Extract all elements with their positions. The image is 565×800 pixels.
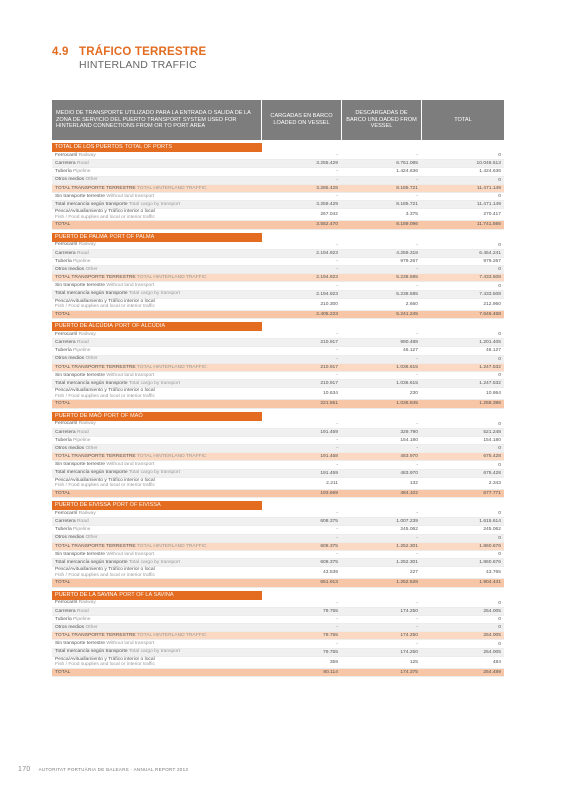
unloaded-value: 3.375 <box>405 212 418 218</box>
row-label: TOTAL <box>55 669 71 675</box>
ports-container <box>52 143 504 677</box>
section-number: 4.9 <box>52 46 69 58</box>
total-value: 0 <box>498 242 501 248</box>
loaded-value: 210.300 <box>320 301 338 307</box>
table-row <box>52 356 504 364</box>
port-title: TOTAL DE LOS PUERTOS TOTAL OF PORTS <box>52 143 262 152</box>
table-row <box>52 372 504 380</box>
unloaded-value: 979.267 <box>400 258 418 264</box>
unloaded-value: 484.102 <box>400 490 418 496</box>
row-label: Ferrocarril Railway <box>55 331 96 337</box>
row-label: Carretera Road <box>55 250 89 256</box>
total-value: 1.615.614 <box>479 519 501 525</box>
row-label: Ferrocarril Railway <box>55 152 96 158</box>
row-label: Otros medios Other <box>55 445 98 451</box>
total-value: 1.860.676 <box>479 543 501 549</box>
total-value: 212.960 <box>483 301 501 307</box>
row-label: Otros medios Other <box>55 624 98 630</box>
row-label: Tubería Pipeline <box>55 527 91 533</box>
loaded-value: - <box>336 348 338 354</box>
total-value: 254.005 <box>483 649 501 655</box>
unloaded-value: 5.241.245 <box>396 311 418 317</box>
port-section <box>52 143 504 230</box>
table-row <box>52 470 504 478</box>
table-header <box>52 100 504 140</box>
loaded-value: 3.285.428 <box>316 185 338 191</box>
total-value: 254.005 <box>483 633 501 639</box>
row-label: Sin transporte terrestre Without land transport <box>55 193 155 199</box>
total-value: 10.864 <box>486 391 501 397</box>
loaded-value: - <box>336 641 338 647</box>
row-label: Ferrocarril Railway <box>55 421 96 427</box>
total-value: 1.258.396 <box>479 401 501 407</box>
table-row <box>52 400 504 408</box>
loaded-value: 191.459 <box>320 429 338 435</box>
total-value: 0 <box>498 153 501 159</box>
port-section <box>52 591 504 678</box>
total-value: 0 <box>498 462 501 468</box>
row-label: Pesca/Avituallamiento y Tráfico interior o local Fish / Food supplies and local or interior traffic <box>55 388 155 399</box>
row-label: Carretera Road <box>55 340 89 346</box>
loaded-value: 210.917 <box>320 381 338 387</box>
loaded-value: 2.194.923 <box>316 275 338 281</box>
table-row <box>52 478 504 490</box>
table-row <box>52 429 504 437</box>
row-label: Otros medios Other <box>55 266 98 272</box>
loaded-value: - <box>336 535 338 541</box>
port-section <box>52 233 504 320</box>
total-value: 484 <box>492 659 501 665</box>
table-row <box>52 339 504 347</box>
unloaded-value: 5.238.585 <box>396 291 418 297</box>
unloaded-value: 483.970 <box>400 454 418 460</box>
table-row <box>52 347 504 355</box>
total-value: 0 <box>498 267 501 273</box>
unloaded-value: 132 <box>409 480 418 486</box>
row-label: Carretera Road <box>55 161 89 167</box>
total-value: 675.428 <box>483 454 501 460</box>
loaded-value: - <box>336 527 338 533</box>
loaded-value: - <box>336 462 338 468</box>
header-unloaded: DESCARGADAS DE BARCO UNLOADED FROM VESSEL <box>342 100 422 140</box>
table-row <box>52 185 504 193</box>
total-value: 0 <box>498 535 501 541</box>
total-value: 0 <box>498 177 501 183</box>
table-row <box>52 600 504 608</box>
loaded-value: 359 <box>329 659 338 665</box>
table-row <box>52 608 504 616</box>
table-row <box>52 291 504 299</box>
table-row <box>52 152 504 160</box>
loaded-value: - <box>336 267 338 273</box>
section-heading <box>52 46 206 71</box>
unloaded-value: - <box>416 242 418 248</box>
table-row <box>52 437 504 445</box>
table-row <box>52 445 504 453</box>
unloaded-value: 6.761.085 <box>396 161 418 167</box>
loaded-value: - <box>336 600 338 606</box>
row-label: Otros medios Other <box>55 535 98 541</box>
unloaded-value: 174.250 <box>400 608 418 614</box>
unloaded-value: 1.036.615 <box>396 381 418 387</box>
total-value: 11.471.149 <box>476 185 501 191</box>
total-value: 677.771 <box>483 490 501 496</box>
total-value: 1.201.405 <box>479 340 501 346</box>
row-label: Total mercancía según transporte Total cargo by transport <box>55 291 180 297</box>
table-row <box>52 160 504 168</box>
row-label: TOTAL TRANSPORTE TERRESTRE TOTAL HINTERLAND TRAFFIC <box>55 185 207 191</box>
row-label: Ferrocarril Railway <box>55 510 96 516</box>
loaded-value: - <box>336 446 338 452</box>
table-row <box>52 168 504 176</box>
row-label: Otros medios Other <box>55 177 98 183</box>
row-label: Sin transporte terrestre Without land transport <box>55 641 155 647</box>
table-row <box>52 632 504 640</box>
loaded-value: 191.459 <box>320 470 338 476</box>
table-row <box>52 250 504 258</box>
unloaded-value: 1.007.239 <box>396 519 418 525</box>
loaded-value: 79.755 <box>323 608 338 614</box>
row-label: Tubería Pipeline <box>55 616 91 622</box>
table-row <box>52 461 504 469</box>
unloaded-value: 5.238.585 <box>396 275 418 281</box>
loaded-value: 193.669 <box>320 490 338 496</box>
table-row <box>52 258 504 266</box>
port-title: PUERTO DE PALMA PORT OF PALMA <box>52 233 262 242</box>
row-label: Pesca/Avituallamiento y Tráfico interior o local Fish / Food supplies and local or interior traffic <box>55 209 155 220</box>
row-label: Sin transporte terrestre Without land transport <box>55 462 155 468</box>
unloaded-value: - <box>416 194 418 200</box>
unloaded-value: - <box>416 373 418 379</box>
total-value: 0 <box>498 446 501 452</box>
loaded-value: - <box>336 194 338 200</box>
total-value: 254.489 <box>483 669 501 675</box>
total-value: 245.062 <box>483 527 501 533</box>
row-label: Carretera Road <box>55 519 89 525</box>
loaded-value: - <box>336 616 338 622</box>
row-label: Carretera Road <box>55 608 89 614</box>
row-label: TOTAL <box>55 490 71 496</box>
row-label: Total mercancía según transporte Total cargo by transport <box>55 380 180 386</box>
port-title: PUERTO DE ALCÚDIA PORT OF ALCÚDIA <box>52 322 262 331</box>
header-transport-system: MEDIO DE TRANSPORTE UTILIZADO PARA LA ENTRADA O SALIDA DE LA ZONA DE SERVICIO DEL PUERTO TRANSPORT SYSTEM USED FOR HINTERLAND CONNECTIONS FROM OR TO PORT AREA <box>52 100 262 140</box>
total-value: 0 <box>498 194 501 200</box>
port-section <box>52 322 504 409</box>
table-row <box>52 543 504 551</box>
table-row <box>52 364 504 372</box>
total-value: 1.424.636 <box>479 169 501 175</box>
row-label: Total mercancía según transporte Total cargo by transport <box>55 649 180 655</box>
row-label: Pesca/Avituallamiento y Tráfico interior o local Fish / Food supplies and local or interior traffic <box>55 298 155 310</box>
loaded-value: 2.405.223 <box>316 311 338 317</box>
row-label: Tubería Pipeline <box>55 348 91 354</box>
row-label: Otros medios Other <box>55 356 98 362</box>
table-row <box>52 453 504 461</box>
loaded-value: 210.917 <box>320 340 338 346</box>
loaded-value: - <box>336 153 338 159</box>
total-value: 1.247.532 <box>479 364 501 370</box>
unloaded-value: 1.036.845 <box>396 401 418 407</box>
table-row <box>52 567 504 579</box>
unloaded-value: 46.127 <box>403 348 418 354</box>
loaded-value: - <box>336 373 338 379</box>
hinterland-traffic-table <box>52 100 504 677</box>
row-label: Total mercancía según transporte Total cargo by transport <box>55 559 180 565</box>
unloaded-value: - <box>416 267 418 273</box>
footer-text: AUTORITAT PORTUÀRIA DE BALEARS · ANNUAL REPORT 2013 <box>38 767 189 772</box>
table-row <box>52 388 504 400</box>
row-label: TOTAL <box>55 311 71 317</box>
row-label: TOTAL <box>55 580 71 586</box>
total-value: 0 <box>498 356 501 362</box>
table-row <box>52 299 504 311</box>
total-value: 1.904.441 <box>479 580 501 586</box>
unloaded-value: - <box>416 462 418 468</box>
table-row <box>52 209 504 221</box>
row-label: Pesca/Avituallamiento y Tráfico interior o local Fish / Food supplies and local or interior traffic <box>55 477 155 489</box>
unloaded-value: 1.036.615 <box>396 364 418 370</box>
total-value: 1.247.532 <box>479 381 501 387</box>
page-footer <box>18 766 188 773</box>
total-value: 0 <box>498 552 501 558</box>
row-label: Carretera Road <box>55 429 89 435</box>
loaded-value: - <box>336 169 338 175</box>
total-value: 10.046.513 <box>476 161 501 167</box>
unloaded-value: - <box>416 332 418 338</box>
row-label: Tubería Pipeline <box>55 437 91 443</box>
row-label: Sin transporte terrestre Without land transport <box>55 372 155 378</box>
unloaded-value: 154.180 <box>400 437 418 443</box>
loaded-value: - <box>336 177 338 183</box>
row-label: Tubería Pipeline <box>55 169 91 175</box>
table-row <box>52 282 504 290</box>
unloaded-value: - <box>416 446 418 452</box>
total-value: 979.267 <box>483 258 501 264</box>
unloaded-value: 1.252.528 <box>396 580 418 586</box>
row-label: Total mercancía según transporte Total cargo by transport <box>55 201 180 207</box>
unloaded-value: 8.185.721 <box>396 185 418 191</box>
unloaded-value: - <box>416 511 418 517</box>
table-row <box>52 551 504 559</box>
unloaded-value: - <box>416 153 418 159</box>
table-row <box>52 274 504 282</box>
loaded-value: 608.375 <box>320 519 338 525</box>
total-value: 0 <box>498 511 501 517</box>
total-value: 0 <box>498 421 501 427</box>
header-loaded: CARGADAS EN BARCO LOADED ON VESSEL <box>262 100 342 140</box>
unloaded-value: - <box>416 421 418 427</box>
loaded-value: 79.755 <box>323 649 338 655</box>
table-row <box>52 311 504 319</box>
row-label: Pesca/Avituallamiento y Tráfico interior o local Fish / Food supplies and local or interior traffic <box>55 656 155 668</box>
table-row <box>52 177 504 185</box>
loaded-value: 80.114 <box>323 669 338 675</box>
unloaded-value: 230 <box>409 391 418 397</box>
total-value: 2.343 <box>488 480 501 486</box>
port-title: PUERTO DE MAÓ PORT OF MAÓ <box>52 412 262 421</box>
loaded-value: 3.552.470 <box>316 222 338 228</box>
loaded-value: - <box>336 356 338 362</box>
table-row <box>52 266 504 274</box>
table-row <box>52 669 504 677</box>
row-label: Ferrocarril Railway <box>55 242 96 248</box>
total-value: 6.454.241 <box>479 250 501 256</box>
unloaded-value: 174.250 <box>400 633 418 639</box>
loaded-value: - <box>336 552 338 558</box>
loaded-value: 43.539 <box>323 570 338 576</box>
table-row <box>52 616 504 624</box>
row-label: TOTAL TRANSPORTE TERRESTRE TOTAL HINTERLAND TRAFFIC <box>55 275 207 281</box>
table-row <box>52 421 504 429</box>
loaded-value: - <box>336 332 338 338</box>
total-value: 0 <box>498 600 501 606</box>
row-label: TOTAL TRANSPORTE TERRESTRE TOTAL HINTERLAND TRAFFIC <box>55 364 207 370</box>
table-row <box>52 518 504 526</box>
unloaded-value: - <box>416 356 418 362</box>
loaded-value: 2.194.923 <box>316 250 338 256</box>
loaded-value: 191.458 <box>320 454 338 460</box>
loaded-value: - <box>336 283 338 289</box>
row-label: TOTAL <box>55 401 71 407</box>
page-number: 170 <box>18 766 31 773</box>
loaded-value: 2.194.923 <box>316 291 338 297</box>
unloaded-value: 1.252.301 <box>396 543 418 549</box>
total-value: 0 <box>498 373 501 379</box>
total-value: 11.741.566 <box>476 222 501 228</box>
unloaded-value: 8.189.096 <box>396 222 418 228</box>
total-value: 11.471.149 <box>476 202 501 208</box>
table-row <box>52 535 504 543</box>
unloaded-value: 2.660 <box>405 301 418 307</box>
unloaded-value: 1.424.636 <box>396 169 418 175</box>
row-label: Tubería Pipeline <box>55 258 91 264</box>
loaded-value: 2.211 <box>326 480 338 486</box>
unloaded-value: 245.062 <box>400 527 418 533</box>
unloaded-value: - <box>416 616 418 622</box>
loaded-value: 3.255.429 <box>316 161 338 167</box>
loaded-value: 608.375 <box>320 543 338 549</box>
row-label: Pesca/Avituallamiento y Tráfico interior o local Fish / Food supplies and local or interior traffic <box>55 567 155 578</box>
table-row <box>52 490 504 498</box>
unloaded-value: - <box>416 283 418 289</box>
unloaded-value: 174.375 <box>400 669 418 675</box>
unloaded-value: 227 <box>409 570 418 576</box>
unloaded-value: 483.970 <box>400 470 418 476</box>
unloaded-value: - <box>416 625 418 631</box>
total-value: 0 <box>498 283 501 289</box>
total-value: 521.248 <box>483 429 501 435</box>
unloaded-value: 8.185.721 <box>396 202 418 208</box>
table-row <box>52 221 504 229</box>
unloaded-value: 329.790 <box>400 429 418 435</box>
unloaded-value: 125 <box>409 659 418 665</box>
total-value: 46.127 <box>486 348 501 354</box>
loaded-value: 267.042 <box>320 212 338 218</box>
table-row <box>52 242 504 250</box>
port-title: PUERTO DE LA SAVINA PORT OF LA SAVINA <box>52 591 262 600</box>
loaded-value: 3.259.429 <box>316 202 338 208</box>
total-value: 1.860.676 <box>479 560 501 566</box>
total-value: 0 <box>498 332 501 338</box>
total-value: 43.765 <box>486 570 501 576</box>
section-title-en: HINTERLAND TRAFFIC <box>79 59 197 71</box>
port-section <box>52 412 504 499</box>
total-value: 7.646.468 <box>479 311 501 317</box>
loaded-value: - <box>336 242 338 248</box>
row-label: Sin transporte terrestre Without land transport <box>55 283 155 289</box>
loaded-value: - <box>336 421 338 427</box>
unloaded-value: 990.488 <box>400 340 418 346</box>
row-label: TOTAL TRANSPORTE TERRESTRE TOTAL HINTERLAND TRAFFIC <box>55 543 207 549</box>
table-row <box>52 193 504 201</box>
loaded-value: 651.913 <box>320 580 338 586</box>
table-row <box>52 649 504 657</box>
loaded-value: 79.755 <box>323 633 338 639</box>
row-label: TOTAL <box>55 222 71 228</box>
port-section <box>52 501 504 588</box>
unloaded-value: - <box>416 600 418 606</box>
loaded-value: 10.634 <box>323 391 338 397</box>
table-row <box>52 526 504 534</box>
total-value: 0 <box>498 641 501 647</box>
total-value: 270.417 <box>483 212 501 218</box>
table-row <box>52 640 504 648</box>
unloaded-value: - <box>416 641 418 647</box>
loaded-value: 210.917 <box>320 364 338 370</box>
table-row <box>52 510 504 518</box>
table-row <box>52 331 504 339</box>
loaded-value: - <box>336 625 338 631</box>
row-label: Sin transporte terrestre Without land transport <box>55 551 155 557</box>
table-row <box>52 657 504 669</box>
unloaded-value: 174.250 <box>400 649 418 655</box>
total-value: 7.433.508 <box>479 291 501 297</box>
unloaded-value: - <box>416 552 418 558</box>
loaded-value: - <box>336 511 338 517</box>
unloaded-value: - <box>416 535 418 541</box>
unloaded-value: 4.259.318 <box>396 250 418 256</box>
unloaded-value: 1.252.301 <box>396 560 418 566</box>
loaded-value: 221.551 <box>320 401 338 407</box>
total-value: 7.433.508 <box>479 275 501 281</box>
header-total: TOTAL <box>454 116 472 123</box>
port-title: PUERTO DE EIVISSA PORT OF EIVISSA <box>52 501 262 510</box>
loaded-value: - <box>336 258 338 264</box>
section-title-es: 4.9 TRÁFICO TERRESTRE <box>52 46 207 58</box>
table-row <box>52 624 504 632</box>
row-label: Total mercancía según transporte Total cargo by transport <box>55 470 180 476</box>
unloaded-value: - <box>416 177 418 183</box>
row-label: TOTAL TRANSPORTE TERRESTRE TOTAL HINTERLAND TRAFFIC <box>55 454 207 460</box>
total-value: 154.180 <box>483 437 501 443</box>
row-label: Ferrocarril Railway <box>55 600 96 606</box>
total-value: 254.005 <box>483 608 501 614</box>
table-row <box>52 579 504 587</box>
total-value: 675.428 <box>483 470 501 476</box>
total-value: 0 <box>498 625 501 631</box>
total-value: 0 <box>498 616 501 622</box>
loaded-value: 608.375 <box>320 560 338 566</box>
loaded-value: - <box>336 437 338 443</box>
row-label: TOTAL TRANSPORTE TERRESTRE TOTAL HINTERLAND TRAFFIC <box>55 633 207 639</box>
